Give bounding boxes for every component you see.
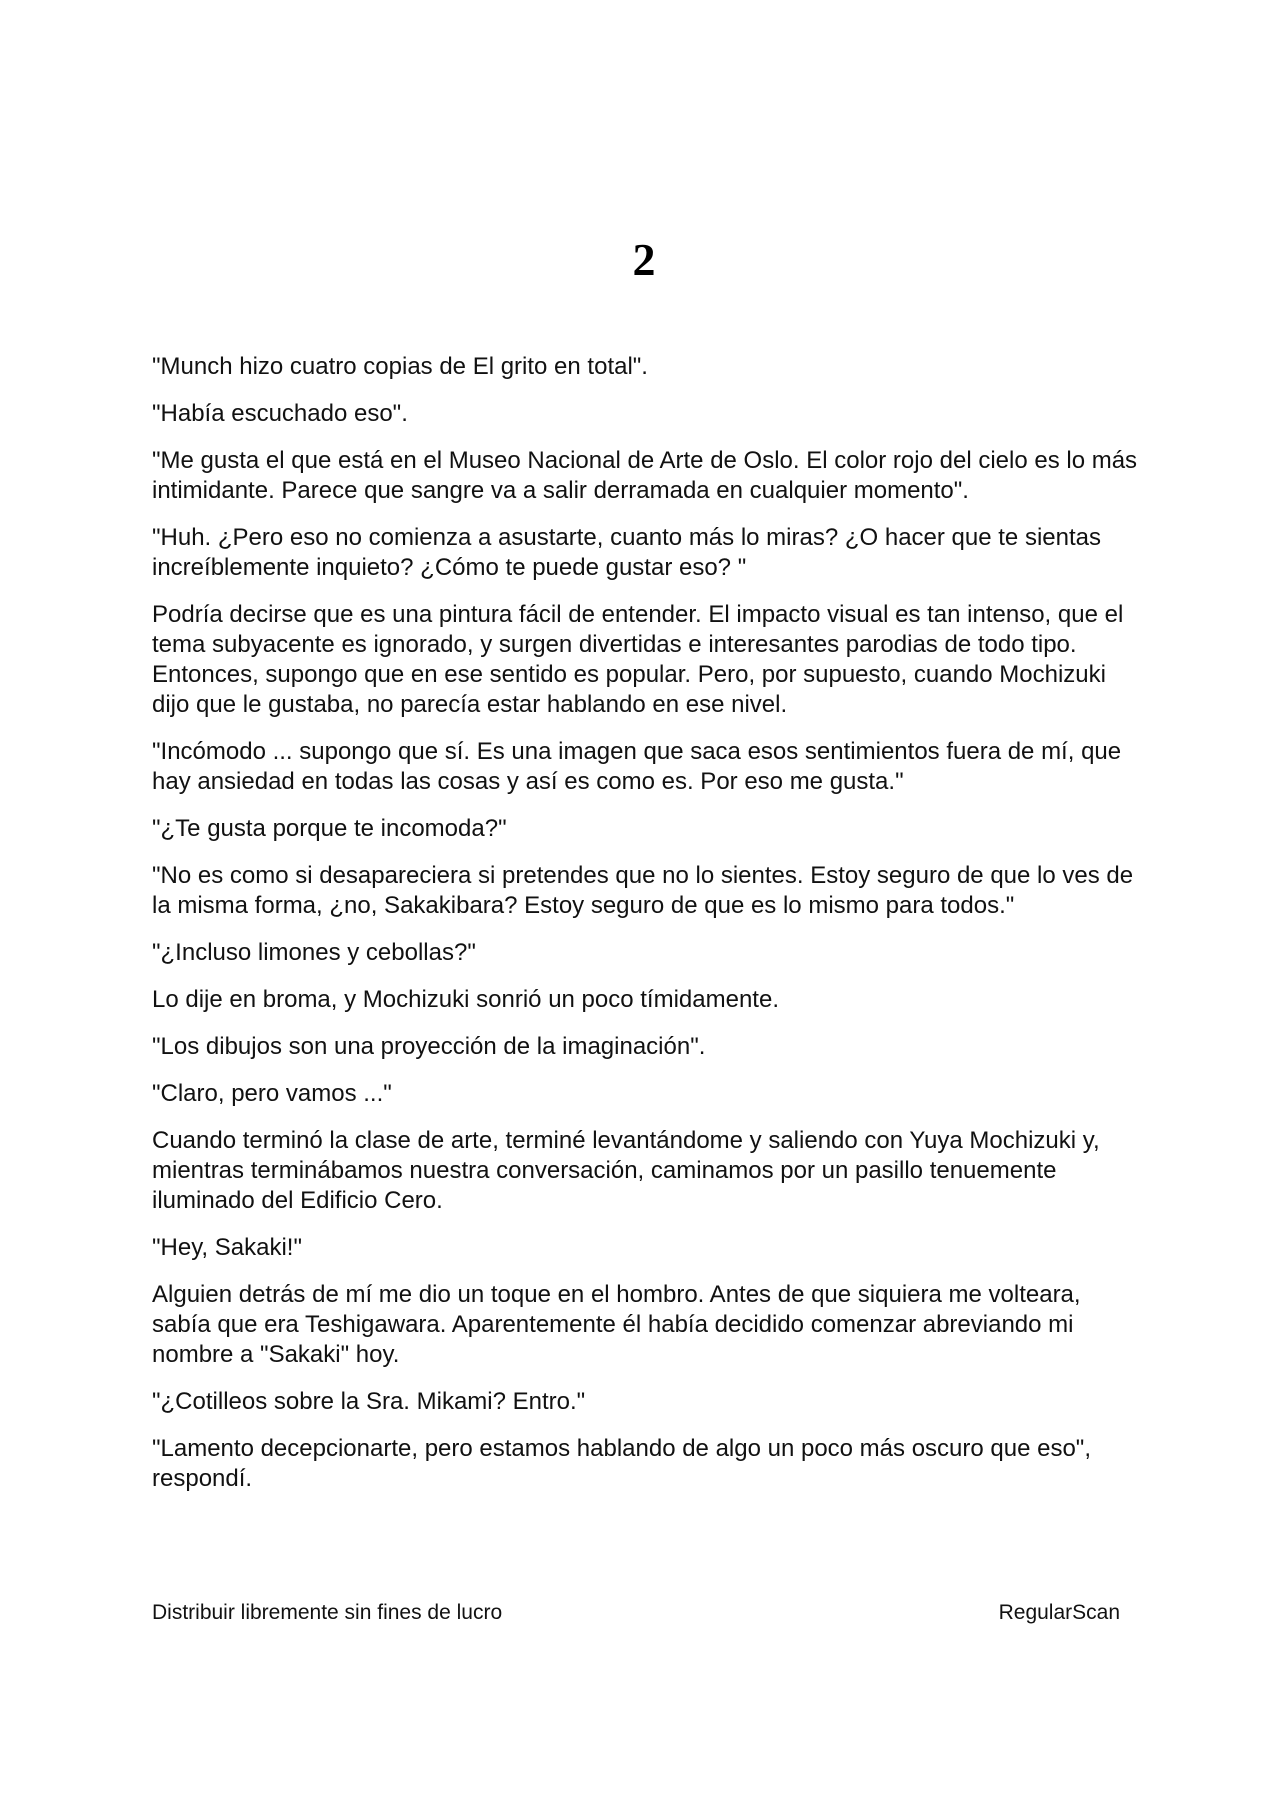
footer-right-text: RegularScan [998,1601,1120,1624]
paragraph: Alguien detrás de mí me dio un toque en el hombro. Antes de que siquiera me volteara, sabía que era Teshigawara. Aparentemente él había decidido comenzar abreviando mi nombre a "Sakaki" hoy. [152,1281,1081,1368]
paragraph: "Incómodo ... supongo que sí. Es una imagen que saca esos sentimientos fuera de mí, que hay ansiedad en todas las cosas y así es como es. Por eso me gusta." [152,738,1122,795]
paragraph: "Claro, pero vamos ..." [152,1080,392,1107]
paragraph: "¿Incluso limones y cebollas?" [152,939,476,966]
paragraph: "Me gusta el que está en el Museo Nacional de Arte de Oslo. El color rojo del cielo es lo más intimidante. Parece que sangre va a salir derramada en cualquier momento". [152,447,1138,504]
paragraph: Cuando terminó la clase de arte, terminé levantándome y saliendo con Yuya Mochizuki y, mientras terminábamos nuestra conversación, caminamos por un pasillo tenuemente iluminado del Edificio Cero. [152,1127,1100,1214]
paragraph: "¿Te gusta porque te incomoda?" [152,815,507,842]
paragraph: Lo dije en broma, y Mochizuki sonrió un poco tímidamente. [152,986,779,1013]
paragraph: "Munch hizo cuatro copias de El grito en total". [152,353,648,380]
chapter-number: 2 [632,234,656,285]
paragraph: "¿Cotilleos sobre la Sra. Mikami? Entro." [152,1388,586,1415]
paragraph: "Lamento decepcionarte, pero estamos hablando de algo un poco más oscuro que eso", respondí. [152,1435,1091,1492]
paragraph: Podría decirse que es una pintura fácil de entender. El impacto visual es tan intenso, que el tema subyacente es ignorado, y surgen divertidas e interesantes parodias de todo tipo. Entonces, supongo que en ese sentido es popular. Pero, por supuesto, cuando Mochizuki dijo que le gustaba, no parecía estar hablando en ese nivel. [152,601,1124,718]
paragraph: "Había escuchado eso". [152,400,408,427]
paragraph: "Huh. ¿Pero eso no comienza a asustarte, cuanto más lo miras? ¿O hacer que te sientas increíblemente inquieto? ¿Cómo te puede gustar eso? " [152,524,1101,581]
body-text [152,352,1142,1511]
page-footer [152,1600,1120,1626]
footer-left-text: Distribuir libremente sin fines de lucro [152,1601,503,1624]
paragraph: "No es como si desapareciera si pretendes que no lo sientes. Estoy seguro de que lo ves de la misma forma, ¿no, Sakakibara? Estoy seguro de que es lo mismo para todos." [152,862,1134,919]
paragraph: "Los dibujos son una proyección de la imaginación". [152,1033,706,1060]
paragraph: "Hey, Sakaki!" [152,1234,302,1261]
